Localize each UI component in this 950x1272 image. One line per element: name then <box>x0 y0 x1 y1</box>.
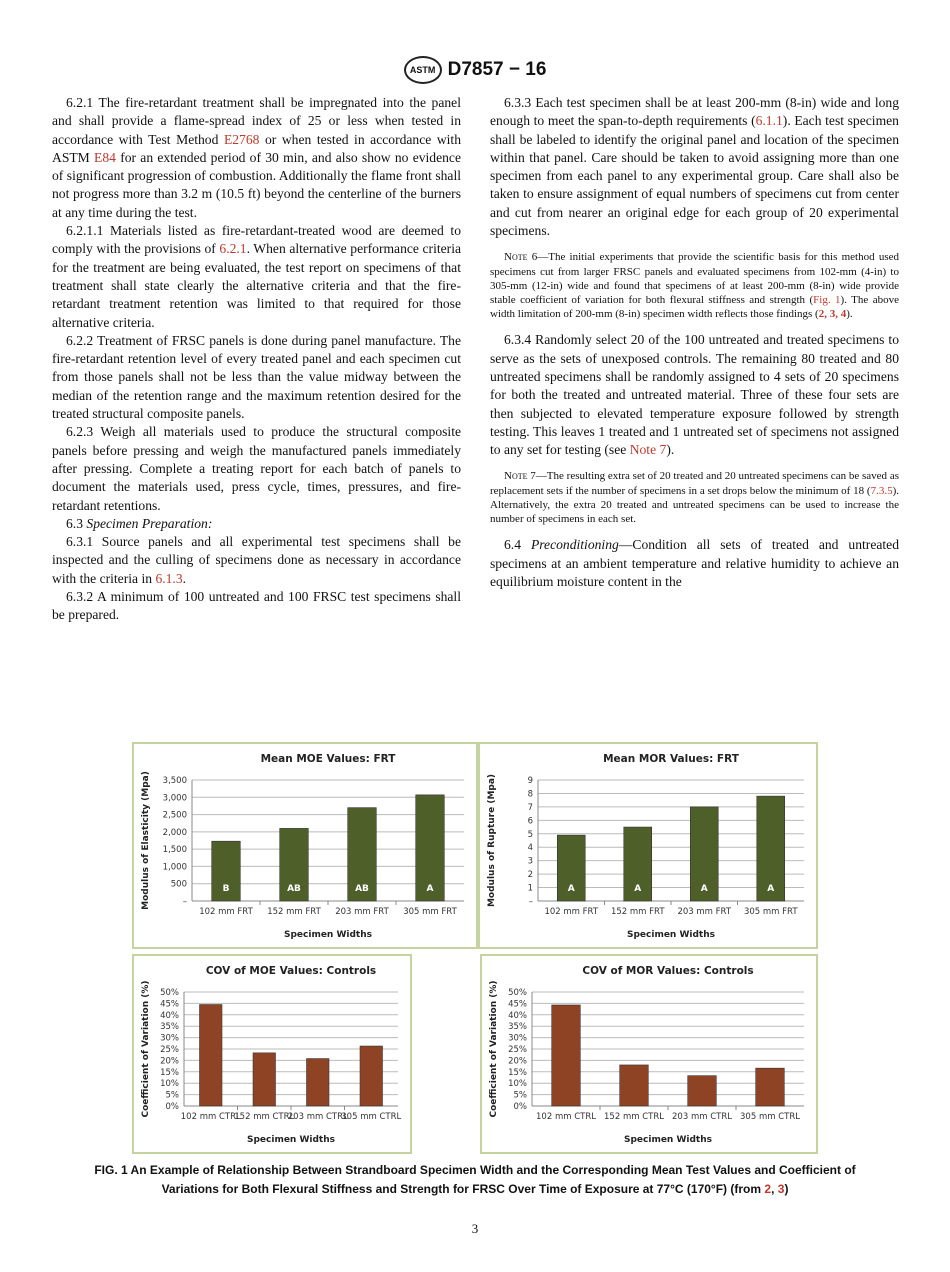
chart-cov-mor <box>480 954 818 1154</box>
paragraph-text: 6—The initial experiments that provide the scientific basis for this method used specimens cut from larger FRSC panels and evaluated specimens from 102-mm (4-in) to 305-mm (12-in) wide and found that specimens of at least 200-mm (8-in) wide provide stable coefficient of variation for both flexural stiffness and strength ( <box>490 251 899 306</box>
paragraph-text: Note <box>504 251 528 264</box>
y-tick-label: 30% <box>160 1033 179 1044</box>
y-tick-label: 15% <box>508 1067 527 1078</box>
cross-reference-link[interactable]: 7.3.5 <box>870 484 893 497</box>
y-tick-label: 50% <box>508 988 527 998</box>
y-tick-label: 25% <box>508 1045 527 1055</box>
paragraph-text: Specimen Preparation: <box>86 515 213 531</box>
chart-svg <box>134 744 476 947</box>
x-tick-label: 305 mm FRT <box>743 907 798 917</box>
bar <box>552 1005 581 1106</box>
y-tick-label: 5% <box>513 1090 527 1101</box>
y-axis-label: Modulus of Rupture (Mpa) <box>487 773 497 908</box>
figure-1-charts <box>132 742 818 1154</box>
y-tick-label: 4 <box>527 843 533 854</box>
astm-logo: ASTM <box>404 56 442 84</box>
note-paragraph <box>490 469 899 526</box>
caption-line-1: FIG. 1 An Example of Relationship Between Strandboard Specimen Width and the Corresponding Mean Test Values and Coefficient of <box>94 1163 856 1177</box>
paragraph-text: —Condition all sets of treated and untreated specimens at an ambient temperature and relative humidity to achieve an equilibrium moisture content in the <box>490 537 899 589</box>
cross-reference-link[interactable]: E84 <box>94 149 116 165</box>
cross-reference-link[interactable]: Note 7 <box>629 442 667 458</box>
y-tick-label: 2,000 <box>162 827 187 838</box>
caption-line-2 <box>40 1180 910 1199</box>
bar-label: A <box>567 884 575 894</box>
chart-title: COV of MOE Values: Controls <box>205 965 377 977</box>
y-tick-label: 25% <box>160 1045 179 1055</box>
y-tick-label: 3 <box>527 856 533 867</box>
bar <box>688 1076 717 1106</box>
cross-reference-link[interactable]: 2, 3, 4 <box>818 308 847 321</box>
page-number: 3 <box>471 1221 479 1236</box>
y-tick-label: 3,000 <box>162 793 187 804</box>
left-column <box>52 94 461 625</box>
caption-text: Variations for Both Flexural Stiffness and Strength for FRSC Over Time of Exposure at 77°C (170°F) (from <box>161 1182 765 1196</box>
y-tick-label: 10% <box>508 1079 527 1090</box>
bar <box>620 1065 649 1106</box>
chart-mean-moe <box>132 742 478 949</box>
x-tick-label: 203 mm FRT <box>335 907 389 917</box>
y-tick-label: 6 <box>527 816 533 827</box>
reference-link[interactable]: 2 <box>764 1182 772 1196</box>
y-axis-label: Coefficient of Variation (%) <box>141 980 151 1118</box>
y-tick-label: 2,500 <box>162 810 187 821</box>
note-paragraph <box>490 250 899 321</box>
x-tick-label: 305 mm CTRL <box>341 1112 402 1122</box>
paragraph <box>490 536 899 591</box>
page-header <box>0 56 950 84</box>
paragraph-text: 6.4 <box>504 537 531 553</box>
paragraph <box>52 222 461 332</box>
paragraph <box>52 94 461 222</box>
bar <box>200 1005 222 1106</box>
y-tick-label: 500 <box>170 879 187 890</box>
x-tick-label: 305 mm CTRL <box>740 1112 800 1122</box>
paragraph-text: Note <box>504 470 528 483</box>
x-tick-label: 203 mm CTRL <box>672 1112 732 1122</box>
bar-label: A <box>700 884 708 894</box>
x-tick-label: 305 mm FRT <box>403 907 457 917</box>
y-tick-label: – <box>528 897 533 907</box>
x-tick-label: 152 mm CTRL <box>234 1112 295 1122</box>
paragraph-text: 6.3.2 A minimum of 100 untreated and 100 FRSC test specimens shall be prepared. <box>52 589 461 623</box>
x-axis-label: Specimen Widths <box>624 1135 712 1145</box>
paragraph-text: ). The above width limitation of 200-mm (8-in) specimen width reflects those findings ( <box>490 293 899 321</box>
y-tick-label: 0% <box>165 1102 179 1112</box>
y-tick-label: 5 <box>527 829 533 840</box>
bar-label: A <box>634 884 642 894</box>
paragraph-text: or when tested in accordance with ASTM <box>52 131 461 165</box>
chart-svg <box>480 744 816 947</box>
y-tick-label: 5% <box>165 1090 179 1101</box>
paragraph <box>490 331 899 459</box>
paragraph-text: for an extended period of 30 min, and also show no evidence of significant progression of combustion. Additionally the flame front shall not progress more than 3.2 m (10.5 ft) beyond the centerline of the burners at any time during the test. <box>52 149 462 220</box>
right-column <box>490 94 899 591</box>
paragraph-text: 6.2.1 The fire-retardant treatment shall be impregnated into the panel and shall provide a flame-spread index of 25 or less when tested in accordance with Test Method <box>52 95 461 147</box>
cross-reference-link[interactable]: 6.2.1 <box>219 241 247 257</box>
y-tick-label: 35% <box>160 1022 179 1033</box>
paragraph-text: 6.3.3 Each test specimen shall be at least 200-mm (8-in) wide and long enough to meet the span-to-depth requirements ( <box>490 95 899 129</box>
chart-title: COV of MOR Values: Controls <box>582 965 754 977</box>
paragraph <box>52 533 461 588</box>
x-axis-label: Specimen Widths <box>247 1135 335 1145</box>
y-axis-label: Coefficient of Variation (%) <box>489 980 499 1118</box>
y-tick-label: 1,500 <box>162 845 187 856</box>
y-axis-label: Modulus of Elasticity (Mpa) <box>141 771 151 910</box>
y-tick-label: 20% <box>160 1056 179 1067</box>
y-tick-label: 30% <box>508 1033 527 1044</box>
bar <box>756 1068 785 1106</box>
y-tick-label: 2 <box>527 870 533 881</box>
y-tick-label: 1,000 <box>162 862 187 873</box>
paragraph-text: 6.2.3 Weigh all materials used to produce the structural composite panels before pressing and weigh the manufactured panels immediately after pressing. Complete a treating report for each batch of panels to document the materials used, press cycle, times, pressures, and fire-retardant retentions. <box>52 424 461 513</box>
paragraph-text: 6.3.1 Source panels and all experimental test specimens shall be inspected and the culling of specimens done as necessary in accordance with the criteria in <box>52 534 461 586</box>
caption-text: ) <box>784 1182 789 1196</box>
cross-reference-link[interactable]: 6.1.3 <box>155 570 183 586</box>
bar <box>253 1053 275 1106</box>
y-tick-label: 9 <box>527 776 533 786</box>
paragraph-text: ). Alternatively, the extra 20 treated and untreated specimens can be used to increase the number of specimens in each set. <box>490 484 899 526</box>
paragraph-text: 6.3 <box>66 515 87 531</box>
bar <box>360 1046 382 1106</box>
caption-sep: , <box>771 1182 778 1196</box>
chart-title: Mean MOE Values: FRT <box>260 753 396 765</box>
paragraph <box>52 588 461 625</box>
standard-designation: D7857 − 16 <box>447 59 547 81</box>
paragraph-text: ). <box>846 308 853 321</box>
reference-link[interactable]: 3 <box>777 1182 785 1196</box>
chart-cov-moe <box>132 954 412 1154</box>
cross-reference-link[interactable]: Fig. 1 <box>813 293 841 306</box>
x-axis-label: Specimen Widths <box>627 930 715 940</box>
paragraph-text: 7—The resulting extra set of 20 treated and 20 untreated specimens can be saved as replacement sets if the number of specimens in a set drops below the minimum of 18 ( <box>490 470 899 497</box>
y-tick-label: 20% <box>508 1056 527 1067</box>
x-tick-label: 152 mm FRT <box>267 907 321 917</box>
cross-reference-link[interactable]: 6.1.1 <box>755 113 783 129</box>
x-tick-label: 152 mm CTRL <box>604 1112 664 1122</box>
x-axis-label: Specimen Widths <box>284 930 372 940</box>
figure-caption <box>40 1161 910 1199</box>
y-tick-label: 35% <box>508 1022 527 1033</box>
x-tick-label: 102 mm FRT <box>544 907 599 917</box>
paragraph-text: 6.3.4 Randomly select 20 of the 100 untreated and treated specimens to serve as the sets of unexposed controls. The remaining 80 treated and 80 untreated specimens shall be randomly assigned to 4 sets of 20 specimens for both the treated and untreated material. Three of these four sets are then subjected to elevated temperature exposure followed by strength testing. This leaves 1 treated and 1 untreated set of specimens not assigned to any set for testing (see <box>490 332 899 458</box>
x-tick-label: 102 mm CTRL <box>536 1112 596 1122</box>
paragraph <box>52 515 461 533</box>
y-tick-label: 8 <box>527 789 533 800</box>
y-tick-label: 50% <box>160 988 179 998</box>
y-tick-label: 0% <box>513 1102 527 1112</box>
chart-svg <box>134 956 410 1152</box>
paragraph-text: Preconditioning <box>530 537 619 553</box>
cross-reference-link[interactable]: E2768 <box>223 131 260 147</box>
y-tick-label: 10% <box>160 1079 179 1090</box>
chart-svg <box>482 956 816 1152</box>
x-tick-label: 102 mm CTRL <box>180 1112 241 1122</box>
paragraph <box>52 423 461 514</box>
bar-label: AB <box>287 884 301 894</box>
paragraph <box>490 94 899 240</box>
y-tick-label: 7 <box>527 802 533 813</box>
y-tick-label: 1 <box>527 883 533 894</box>
paragraph-text: . When alternative performance criteria for the treatment are being evaluated, the test report on specimens of that treatment shall state clearly the alternative criteria and that the fire-retardant treatment retention was limited to that required for those alternative criteria. <box>52 241 462 330</box>
paragraph-text: . <box>182 570 187 586</box>
y-tick-label: 3,500 <box>162 776 187 786</box>
bar-label: A <box>767 884 775 894</box>
bar-label: A <box>426 884 434 894</box>
y-tick-label: 45% <box>160 999 179 1010</box>
x-tick-label: 203 mm CTRL <box>287 1112 348 1122</box>
y-tick-label: 15% <box>160 1067 179 1078</box>
chart-title: Mean MOR Values: FRT <box>603 753 739 765</box>
paragraph-text: ). <box>666 442 675 458</box>
bar-label: B <box>222 884 230 894</box>
y-tick-label: – <box>182 897 187 907</box>
bar <box>307 1059 329 1106</box>
y-tick-label: 40% <box>508 1010 527 1021</box>
paragraph <box>52 332 461 423</box>
paragraph-text: 6.2.2 Treatment of FRSC panels is done during panel manufacture. The fire-retardant retention level of every treated panel and each specimen cut from those panels shall not be less than the value midway between the median of the retention range and the maximum retention desired for the treated structural composite panels. <box>52 332 461 422</box>
chart-mean-mor <box>478 742 818 949</box>
bar-label: AB <box>355 884 369 894</box>
x-tick-label: 152 mm FRT <box>610 907 665 917</box>
paragraph-text: ). Each test specimen shall be labeled to identify the original panel and location of the specimen within that panel. Care should be taken to avoid assigning more than one specimen from each panel to any experimental group. Care shall also be taken to ensure assignment of equal numbers of specimens cut from center and cut from nearer an original edge for each group of 20 experimental specimens. <box>490 113 899 239</box>
y-tick-label: 40% <box>160 1010 179 1021</box>
paragraph-text: 6.2.1.1 Materials listed as fire-retardant-treated wood are deemed to comply with the provisions of <box>52 223 461 257</box>
y-tick-label: 45% <box>508 999 527 1010</box>
x-tick-label: 203 mm FRT <box>677 907 732 917</box>
x-tick-label: 102 mm FRT <box>199 907 253 917</box>
